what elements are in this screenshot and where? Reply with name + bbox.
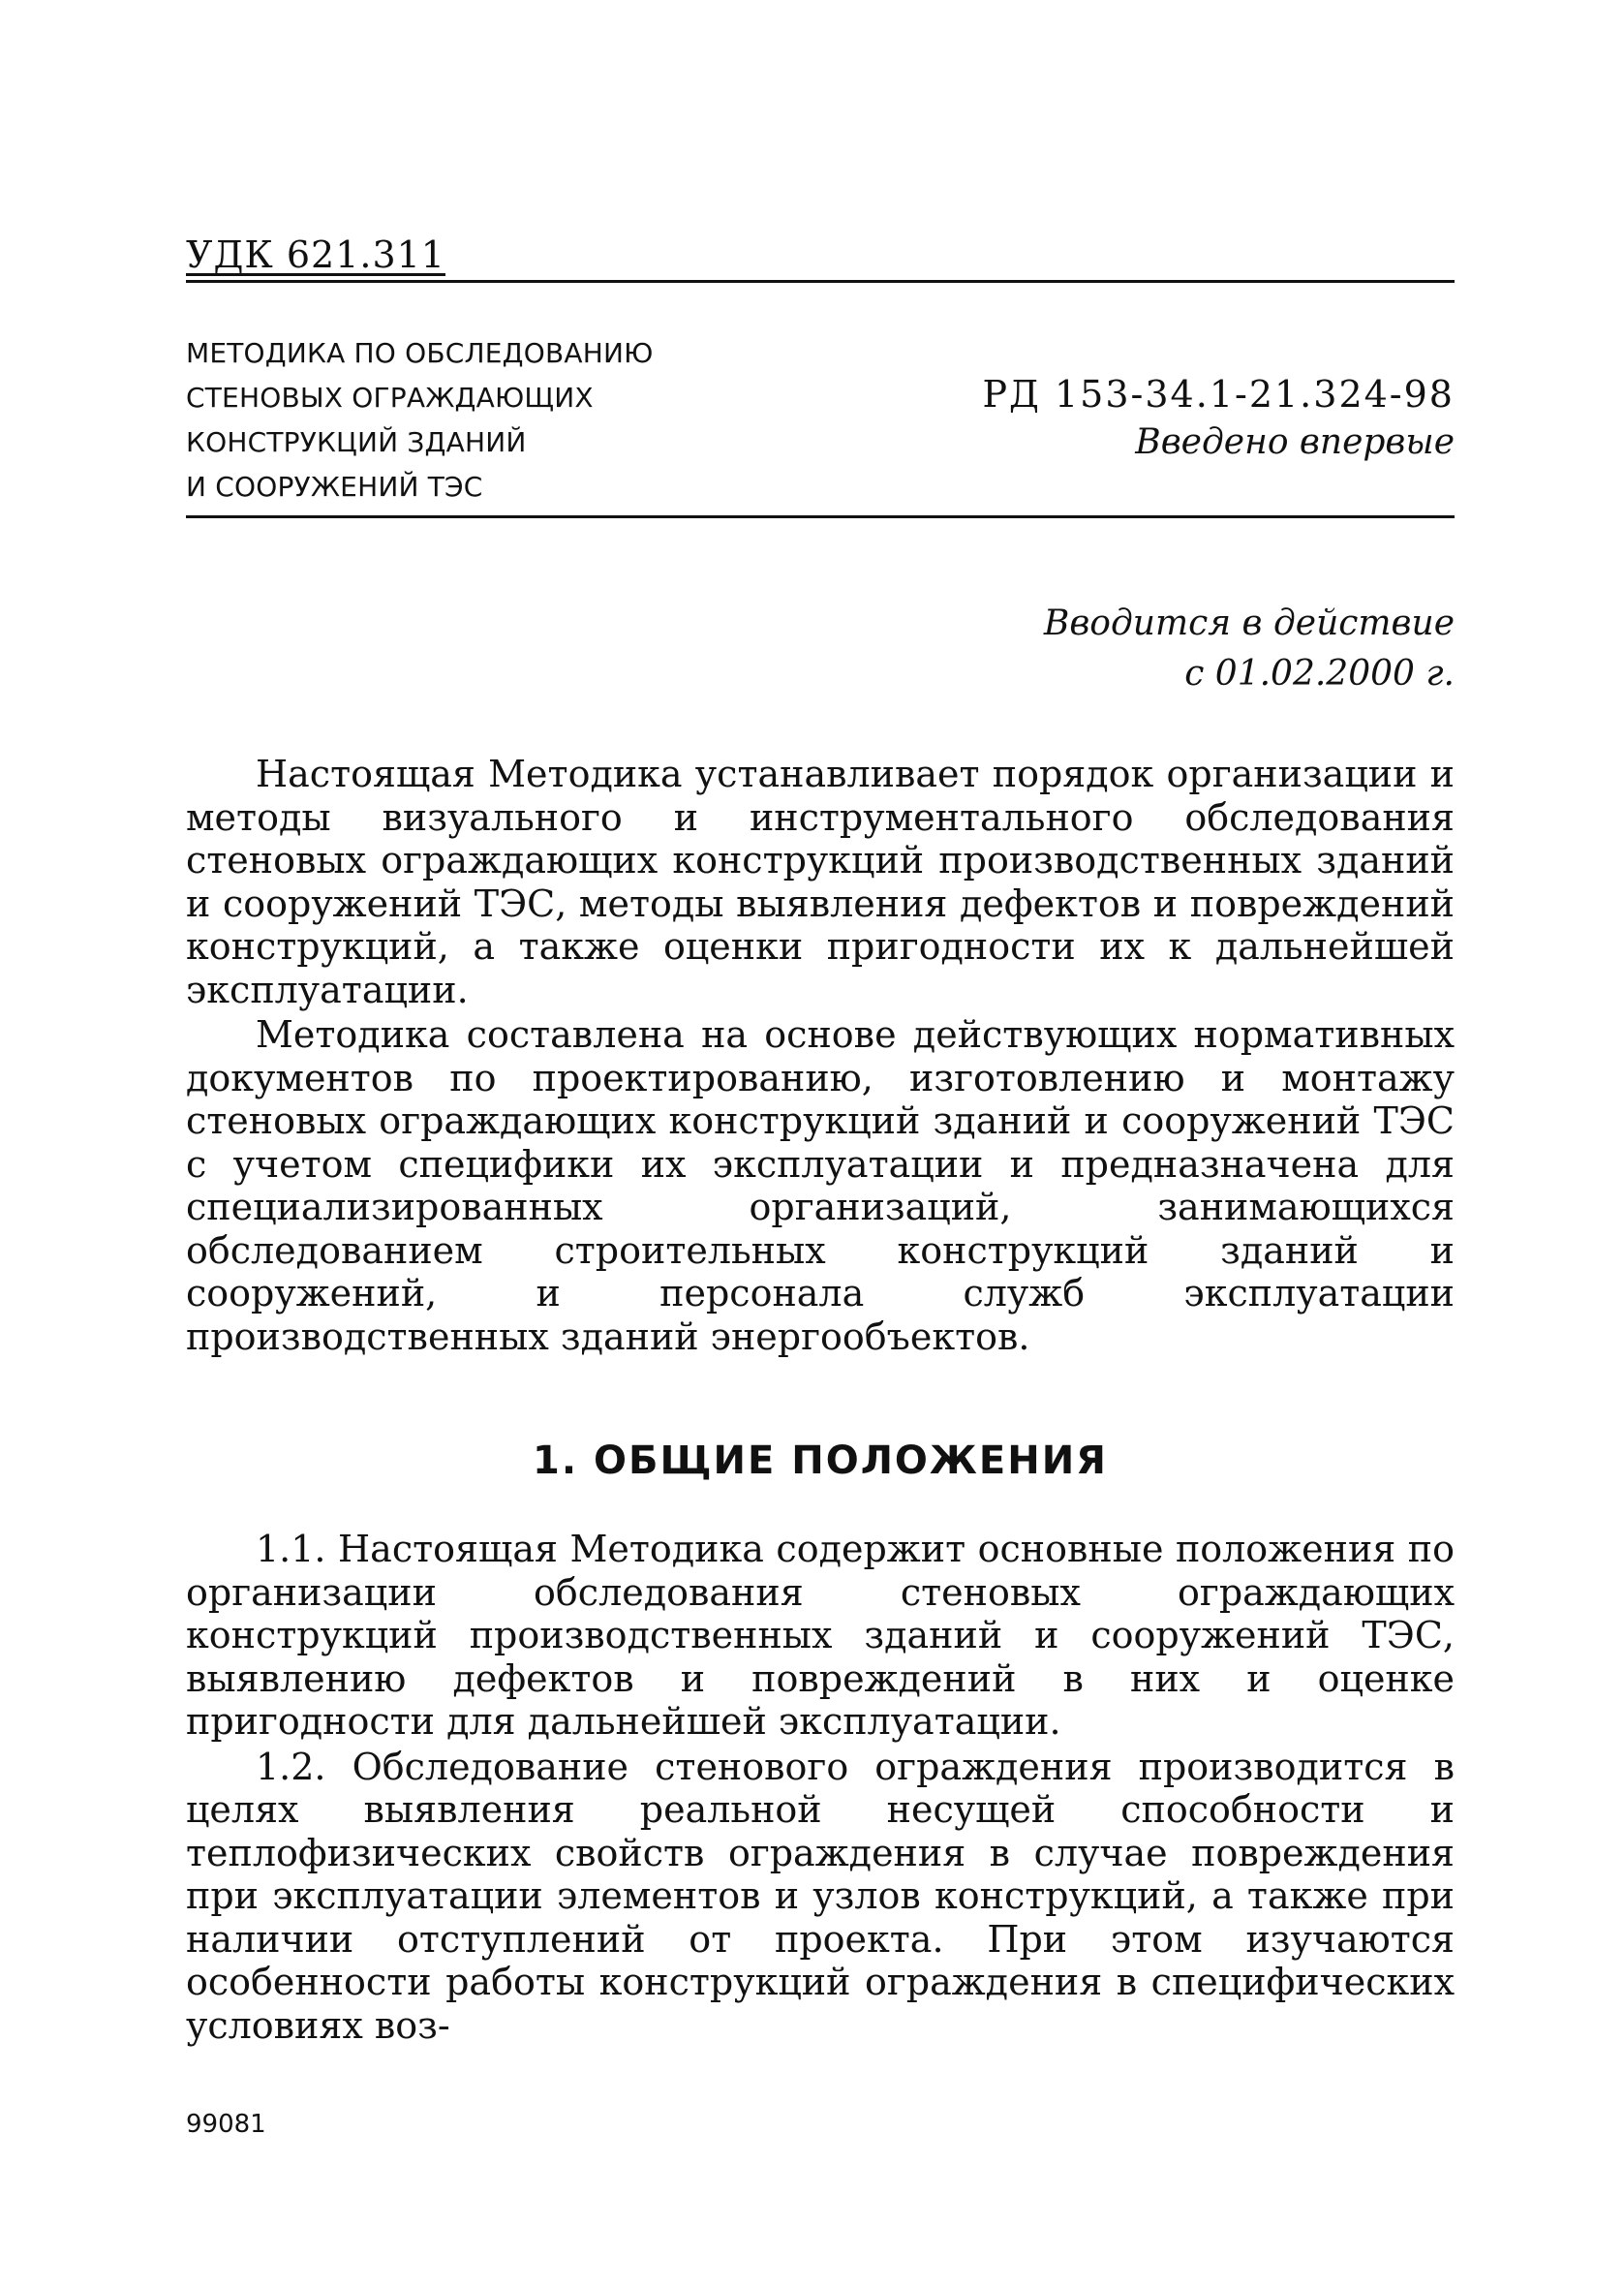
document-title-line: КОНСТРУКЦИЙ ЗДАНИЙ (186, 426, 527, 458)
document-status-note: Введено впервые (1135, 422, 1455, 462)
section-heading: 1. ОБЩИЕ ПОЛОЖЕНИЯ (533, 1438, 1108, 1483)
section-1-text (186, 1528, 1455, 2049)
page-number: 99081 (186, 2110, 266, 2139)
intro-text (186, 753, 1455, 1360)
intro-paragraph: Методика составлена на основе действующих нормативных документов по проектированию, изготовлению и монтажу стеновых ограждающих конструкций зданий и сооружений ТЭС с учетом специфики их эксплуатации и предназначена для специализированных организаций, занимающихся обследованием строительных конструкций зданий и сооружений, и персонала служб эксплуатации производственных зданий энергообъектов. (186, 1013, 1455, 1358)
udc-code: УДК 621.311 (186, 233, 445, 276)
document-title (186, 331, 689, 510)
effective-date-label: Вводится в действие (1043, 603, 1455, 643)
document-title-line: И СООРУЖЕНИЙ ТЭС (186, 471, 483, 503)
effective-date-value: с 01.02.2000 г. (1184, 654, 1455, 694)
header-bottom-rule (186, 515, 1455, 518)
document-code: РД 153-34.1-21.324-98 (982, 373, 1455, 416)
section-paragraph: 1.1. Настоящая Методика содержит основные положения по организации обследования стеновых ограждающих конструкций производственных зданий и сооружений ТЭС, выявлению дефектов и повреждений в них и оценке пригодности для дальнейшей эксплуатации. (186, 1528, 1455, 1743)
intro-paragraph: Настоящая Методика устанавливает порядок организации и методы визуального и инструментального обследования стеновых ограждающих конструкций производственных зданий и сооружений ТЭС, методы выявления дефектов и повреждений конструкций, а также оценки пригодности их к дальнейшей эксплуатации. (186, 753, 1455, 1011)
effective-date (1044, 599, 1455, 699)
document-title-line: СТЕНОВЫХ ОГРАЖДАЮЩИХ (186, 382, 594, 414)
header-top-rule (186, 280, 1455, 283)
document-title-line: МЕТОДИКА ПО ОБСЛЕДОВАНИЮ (186, 337, 654, 369)
section-paragraph: 1.2. Обследование стенового ограждения производится в целях выявления реальной несущей способности и теплофизических свойств ограждения в случае повреждения при эксплуатации элементов и узлов конструкций, а также при наличии отступлений от проекта. При этом изучаются особенности работы конструкций ограждения в специфических условиях воз- (186, 1745, 1455, 2047)
